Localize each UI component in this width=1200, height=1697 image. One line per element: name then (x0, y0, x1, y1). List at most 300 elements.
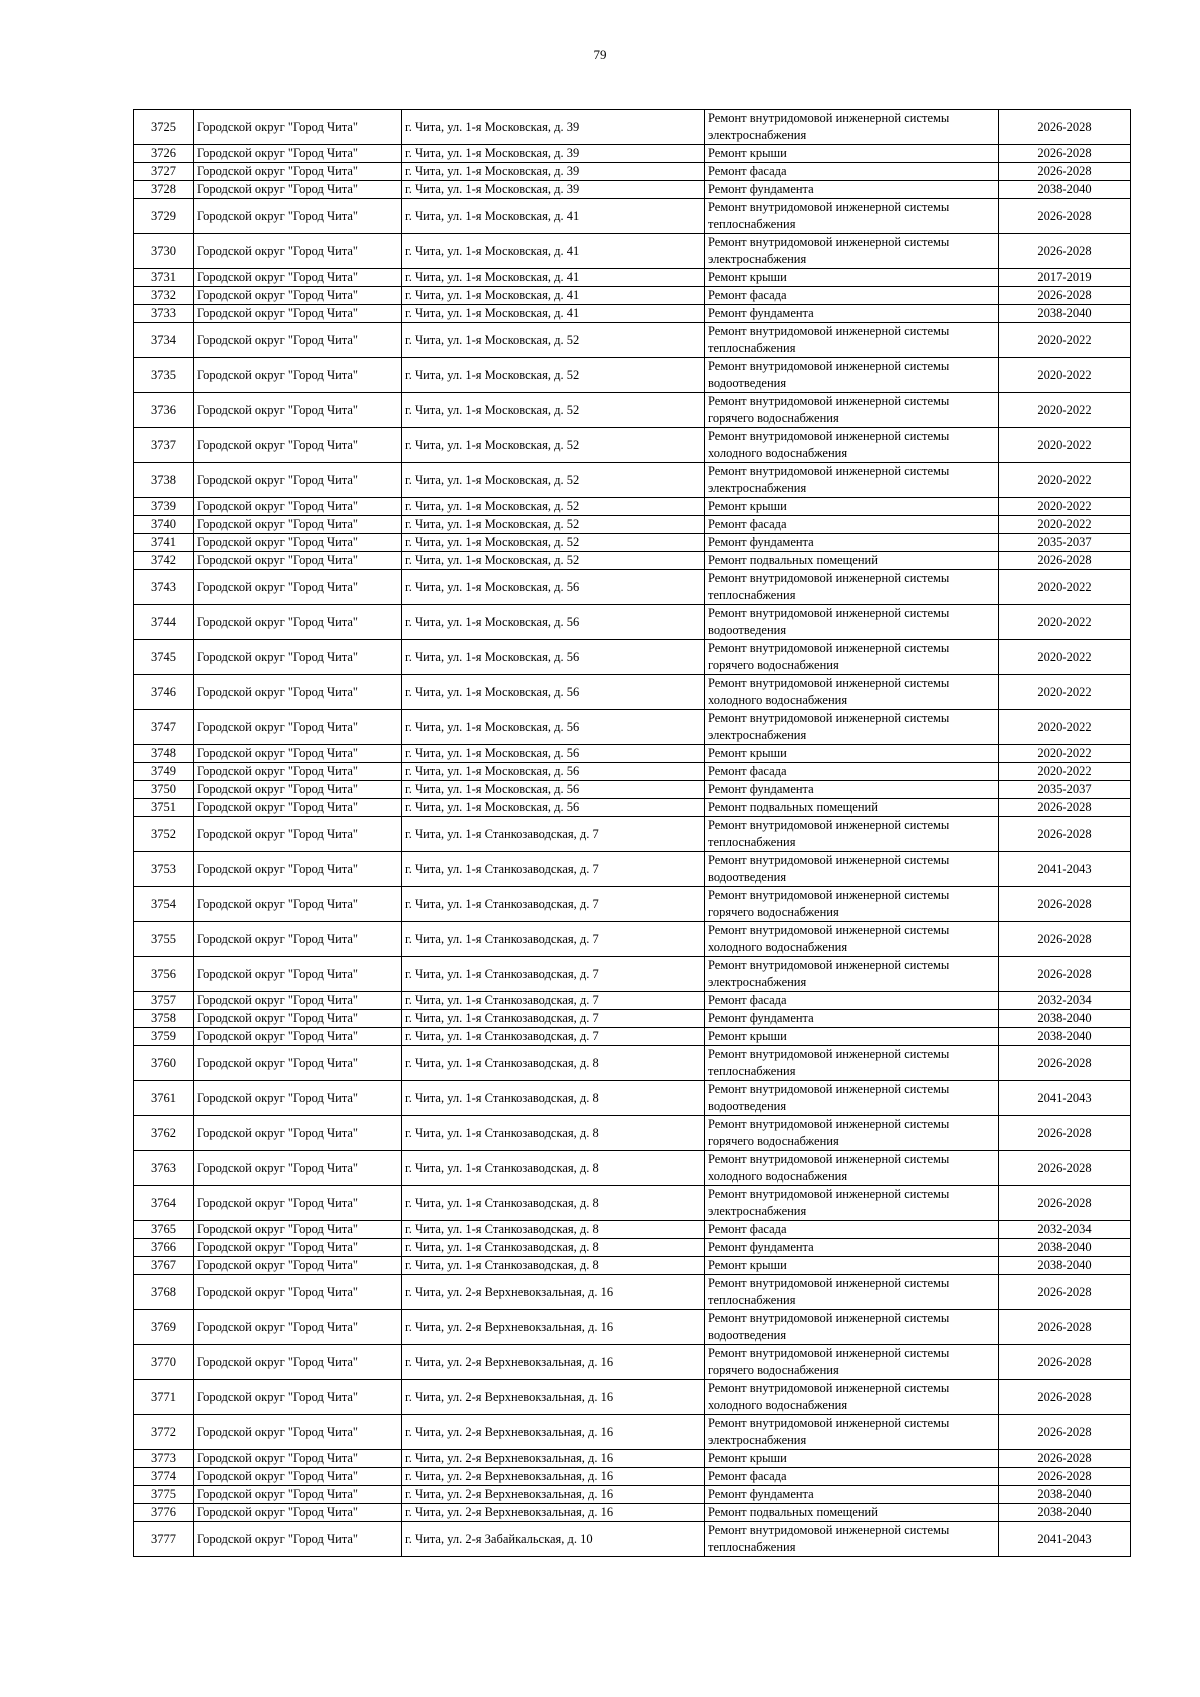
work-type-cell: Ремонт внутридомовой инженерной системы горячего водоснабжения (705, 887, 999, 922)
repair-schedule-body (134, 110, 1131, 1557)
period-cell: 2020-2022 (999, 516, 1131, 534)
work-type-cell: Ремонт внутридомовой инженерной системы теплоснабжения (705, 323, 999, 358)
period-cell: 2038-2040 (999, 1239, 1131, 1257)
municipality-cell: Городской округ "Город Чита" (194, 640, 402, 675)
period-cell: 2026-2028 (999, 1415, 1131, 1450)
municipality-cell: Городской округ "Город Чита" (194, 287, 402, 305)
address-cell: г. Чита, ул. 1-я Станкозаводская, д. 8 (402, 1186, 705, 1221)
municipality-cell: Городской округ "Город Чита" (194, 163, 402, 181)
period-cell: 2020-2022 (999, 393, 1131, 428)
municipality-cell: Городской округ "Город Чита" (194, 534, 402, 552)
address-cell: г. Чита, ул. 1-я Московская, д. 56 (402, 570, 705, 605)
row-number: 3741 (134, 534, 194, 552)
row-number: 3728 (134, 181, 194, 199)
row-number: 3746 (134, 675, 194, 710)
municipality-cell: Городской округ "Город Чита" (194, 110, 402, 145)
address-cell: г. Чита, ул. 2-я Верхневокзальная, д. 16 (402, 1345, 705, 1380)
period-cell: 2038-2040 (999, 1486, 1131, 1504)
work-type-cell: Ремонт внутридомовой инженерной системы холодного водоснабжения (705, 428, 999, 463)
period-cell: 2026-2028 (999, 887, 1131, 922)
table-row (134, 463, 1131, 498)
row-number: 3737 (134, 428, 194, 463)
municipality-cell: Городской округ "Город Чита" (194, 498, 402, 516)
municipality-cell: Городской округ "Город Чита" (194, 1081, 402, 1116)
work-type-cell: Ремонт фасада (705, 1468, 999, 1486)
period-cell: 2020-2022 (999, 323, 1131, 358)
table-row (134, 1046, 1131, 1081)
row-number: 3729 (134, 199, 194, 234)
municipality-cell: Городской округ "Город Чита" (194, 1186, 402, 1221)
work-type-cell: Ремонт внутридомовой инженерной системы водоотведения (705, 1310, 999, 1345)
table-row (134, 1522, 1131, 1557)
period-cell: 2026-2028 (999, 799, 1131, 817)
period-cell: 2038-2040 (999, 1010, 1131, 1028)
address-cell: г. Чита, ул. 1-я Московская, д. 56 (402, 675, 705, 710)
address-cell: г. Чита, ул. 1-я Станкозаводская, д. 8 (402, 1081, 705, 1116)
municipality-cell: Городской округ "Город Чита" (194, 922, 402, 957)
table-row (134, 710, 1131, 745)
table-row (134, 1081, 1131, 1116)
row-number: 3755 (134, 922, 194, 957)
period-cell: 2020-2022 (999, 570, 1131, 605)
address-cell: г. Чита, ул. 1-я Московская, д. 56 (402, 781, 705, 799)
table-row (134, 1310, 1131, 1345)
row-number: 3772 (134, 1415, 194, 1450)
municipality-cell: Городской округ "Город Чита" (194, 269, 402, 287)
work-type-cell: Ремонт внутридомовой инженерной системы холодного водоснабжения (705, 922, 999, 957)
period-cell: 2020-2022 (999, 763, 1131, 781)
municipality-cell: Городской округ "Город Чита" (194, 181, 402, 199)
address-cell: г. Чита, ул. 1-я Московская, д. 56 (402, 745, 705, 763)
municipality-cell: Городской округ "Город Чита" (194, 1380, 402, 1415)
municipality-cell: Городской округ "Город Чита" (194, 1504, 402, 1522)
work-type-cell: Ремонт фундамента (705, 1010, 999, 1028)
work-type-cell: Ремонт внутридомовой инженерной системы горячего водоснабжения (705, 393, 999, 428)
period-cell: 2035-2037 (999, 781, 1131, 799)
work-type-cell: Ремонт внутридомовой инженерной системы электроснабжения (705, 110, 999, 145)
period-cell: 2026-2028 (999, 1151, 1131, 1186)
table-row (134, 110, 1131, 145)
address-cell: г. Чита, ул. 2-я Верхневокзальная, д. 16 (402, 1468, 705, 1486)
row-number: 3759 (134, 1028, 194, 1046)
address-cell: г. Чита, ул. 1-я Московская, д. 56 (402, 763, 705, 781)
period-cell: 2026-2028 (999, 1116, 1131, 1151)
work-type-cell: Ремонт внутридомовой инженерной системы горячего водоснабжения (705, 1345, 999, 1380)
table-row (134, 1239, 1131, 1257)
municipality-cell: Городской округ "Город Чита" (194, 1028, 402, 1046)
work-type-cell: Ремонт фасада (705, 287, 999, 305)
row-number: 3773 (134, 1450, 194, 1468)
address-cell: г. Чита, ул. 1-я Станкозаводская, д. 8 (402, 1151, 705, 1186)
table-row (134, 781, 1131, 799)
period-cell: 2038-2040 (999, 181, 1131, 199)
table-row (134, 1186, 1131, 1221)
table-row (134, 1028, 1131, 1046)
municipality-cell: Городской округ "Город Чита" (194, 763, 402, 781)
period-cell: 2020-2022 (999, 428, 1131, 463)
table-row (134, 498, 1131, 516)
municipality-cell: Городской округ "Город Чита" (194, 1468, 402, 1486)
address-cell: г. Чита, ул. 1-я Московская, д. 56 (402, 710, 705, 745)
address-cell: г. Чита, ул. 1-я Станкозаводская, д. 7 (402, 817, 705, 852)
municipality-cell: Городской округ "Город Чита" (194, 199, 402, 234)
period-cell: 2026-2028 (999, 1186, 1131, 1221)
work-type-cell: Ремонт крыши (705, 1450, 999, 1468)
row-number: 3745 (134, 640, 194, 675)
address-cell: г. Чита, ул. 1-я Станкозаводская, д. 7 (402, 992, 705, 1010)
address-cell: г. Чита, ул. 1-я Московская, д. 41 (402, 269, 705, 287)
row-number: 3767 (134, 1257, 194, 1275)
period-cell: 2041-2043 (999, 1081, 1131, 1116)
work-type-cell: Ремонт фасада (705, 1221, 999, 1239)
municipality-cell: Городской округ "Город Чита" (194, 1046, 402, 1081)
work-type-cell: Ремонт крыши (705, 1257, 999, 1275)
table-row (134, 305, 1131, 323)
address-cell: г. Чита, ул. 2-я Верхневокзальная, д. 16 (402, 1450, 705, 1468)
address-cell: г. Чита, ул. 1-я Московская, д. 52 (402, 428, 705, 463)
period-cell: 2041-2043 (999, 1522, 1131, 1557)
municipality-cell: Городской округ "Город Чита" (194, 1239, 402, 1257)
table-row (134, 887, 1131, 922)
address-cell: г. Чита, ул. 2-я Верхневокзальная, д. 16 (402, 1504, 705, 1522)
period-cell: 2026-2028 (999, 1046, 1131, 1081)
table-row (134, 745, 1131, 763)
period-cell: 2020-2022 (999, 605, 1131, 640)
period-cell: 2038-2040 (999, 1028, 1131, 1046)
municipality-cell: Городской округ "Город Чита" (194, 1310, 402, 1345)
municipality-cell: Городской округ "Город Чита" (194, 605, 402, 640)
address-cell: г. Чита, ул. 1-я Московская, д. 41 (402, 234, 705, 269)
table-row (134, 817, 1131, 852)
work-type-cell: Ремонт подвальных помещений (705, 552, 999, 570)
period-cell: 2035-2037 (999, 534, 1131, 552)
row-number: 3750 (134, 781, 194, 799)
municipality-cell: Городской округ "Город Чита" (194, 1345, 402, 1380)
work-type-cell: Ремонт фасада (705, 516, 999, 534)
address-cell: г. Чита, ул. 1-я Московская, д. 56 (402, 605, 705, 640)
municipality-cell: Городской округ "Город Чита" (194, 305, 402, 323)
row-number: 3758 (134, 1010, 194, 1028)
municipality-cell: Городской округ "Город Чита" (194, 358, 402, 393)
address-cell: г. Чита, ул. 1-я Московская, д. 52 (402, 534, 705, 552)
row-number: 3734 (134, 323, 194, 358)
row-number: 3757 (134, 992, 194, 1010)
table-row (134, 534, 1131, 552)
work-type-cell: Ремонт внутридомовой инженерной системы теплоснабжения (705, 1275, 999, 1310)
work-type-cell: Ремонт внутридомовой инженерной системы электроснабжения (705, 1186, 999, 1221)
period-cell: 2026-2028 (999, 922, 1131, 957)
table-row (134, 1468, 1131, 1486)
work-type-cell: Ремонт внутридомовой инженерной системы электроснабжения (705, 710, 999, 745)
table-row (134, 1116, 1131, 1151)
address-cell: г. Чита, ул. 1-я Московская, д. 39 (402, 181, 705, 199)
address-cell: г. Чита, ул. 2-я Забайкальская, д. 10 (402, 1522, 705, 1557)
table-row (134, 1257, 1131, 1275)
table-row (134, 234, 1131, 269)
table-row (134, 957, 1131, 992)
municipality-cell: Городской округ "Город Чита" (194, 675, 402, 710)
row-number: 3777 (134, 1522, 194, 1557)
table-row (134, 323, 1131, 358)
row-number: 3739 (134, 498, 194, 516)
work-type-cell: Ремонт подвальных помещений (705, 799, 999, 817)
municipality-cell: Городской округ "Город Чита" (194, 516, 402, 534)
work-type-cell: Ремонт крыши (705, 745, 999, 763)
repair-schedule-table (133, 109, 1131, 1557)
row-number: 3740 (134, 516, 194, 534)
period-cell: 2026-2028 (999, 1310, 1131, 1345)
period-cell: 2026-2028 (999, 199, 1131, 234)
row-number: 3756 (134, 957, 194, 992)
table-row (134, 199, 1131, 234)
row-number: 3747 (134, 710, 194, 745)
row-number: 3764 (134, 1186, 194, 1221)
work-type-cell: Ремонт крыши (705, 498, 999, 516)
work-type-cell: Ремонт внутридомовой инженерной системы электроснабжения (705, 1415, 999, 1450)
table-row (134, 181, 1131, 199)
row-number: 3749 (134, 763, 194, 781)
address-cell: г. Чита, ул. 1-я Московская, д. 39 (402, 110, 705, 145)
municipality-cell: Городской округ "Город Чита" (194, 552, 402, 570)
row-number: 3770 (134, 1345, 194, 1380)
address-cell: г. Чита, ул. 1-я Станкозаводская, д. 7 (402, 852, 705, 887)
work-type-cell: Ремонт внутридомовой инженерной системы электроснабжения (705, 234, 999, 269)
table-row (134, 852, 1131, 887)
period-cell: 2038-2040 (999, 1504, 1131, 1522)
table-row (134, 675, 1131, 710)
period-cell: 2026-2028 (999, 1468, 1131, 1486)
row-number: 3776 (134, 1504, 194, 1522)
municipality-cell: Городской округ "Город Чита" (194, 428, 402, 463)
table-row (134, 1486, 1131, 1504)
table-row (134, 358, 1131, 393)
work-type-cell: Ремонт внутридомовой инженерной системы водоотведения (705, 358, 999, 393)
row-number: 3761 (134, 1081, 194, 1116)
period-cell: 2020-2022 (999, 358, 1131, 393)
work-type-cell: Ремонт фундамента (705, 534, 999, 552)
period-cell: 2032-2034 (999, 1221, 1131, 1239)
period-cell: 2020-2022 (999, 640, 1131, 675)
address-cell: г. Чита, ул. 1-я Московская, д. 41 (402, 305, 705, 323)
work-type-cell: Ремонт внутридомовой инженерной системы горячего водоснабжения (705, 1116, 999, 1151)
period-cell: 2020-2022 (999, 463, 1131, 498)
address-cell: г. Чита, ул. 1-я Московская, д. 52 (402, 552, 705, 570)
work-type-cell: Ремонт фундамента (705, 181, 999, 199)
municipality-cell: Городской округ "Город Чита" (194, 781, 402, 799)
address-cell: г. Чита, ул. 1-я Московская, д. 52 (402, 498, 705, 516)
address-cell: г. Чита, ул. 2-я Верхневокзальная, д. 16 (402, 1310, 705, 1345)
municipality-cell: Городской округ "Город Чита" (194, 393, 402, 428)
address-cell: г. Чита, ул. 1-я Московская, д. 56 (402, 799, 705, 817)
municipality-cell: Городской округ "Город Чита" (194, 710, 402, 745)
address-cell: г. Чита, ул. 1-я Станкозаводская, д. 7 (402, 922, 705, 957)
work-type-cell: Ремонт внутридомовой инженерной системы горячего водоснабжения (705, 640, 999, 675)
table-row (134, 1151, 1131, 1186)
table-row (134, 516, 1131, 534)
row-number: 3754 (134, 887, 194, 922)
row-number: 3762 (134, 1116, 194, 1151)
work-type-cell: Ремонт фундамента (705, 305, 999, 323)
row-number: 3768 (134, 1275, 194, 1310)
row-number: 3752 (134, 817, 194, 852)
municipality-cell: Городской округ "Город Чита" (194, 145, 402, 163)
work-type-cell: Ремонт фасада (705, 763, 999, 781)
row-number: 3733 (134, 305, 194, 323)
work-type-cell: Ремонт крыши (705, 1028, 999, 1046)
address-cell: г. Чита, ул. 1-я Московская, д. 41 (402, 199, 705, 234)
address-cell: г. Чита, ул. 1-я Московская, д. 39 (402, 145, 705, 163)
work-type-cell: Ремонт внутридомовой инженерной системы теплоснабжения (705, 570, 999, 605)
municipality-cell: Городской округ "Город Чита" (194, 1450, 402, 1468)
work-type-cell: Ремонт фундамента (705, 1486, 999, 1504)
municipality-cell: Городской округ "Город Чита" (194, 323, 402, 358)
row-number: 3742 (134, 552, 194, 570)
address-cell: г. Чита, ул. 1-я Станкозаводская, д. 8 (402, 1046, 705, 1081)
address-cell: г. Чита, ул. 1-я Московская, д. 56 (402, 640, 705, 675)
row-number: 3753 (134, 852, 194, 887)
municipality-cell: Городской округ "Город Чита" (194, 463, 402, 498)
address-cell: г. Чита, ул. 1-я Московская, д. 52 (402, 463, 705, 498)
address-cell: г. Чита, ул. 1-я Станкозаводская, д. 8 (402, 1239, 705, 1257)
table-row (134, 1380, 1131, 1415)
period-cell: 2026-2028 (999, 287, 1131, 305)
row-number: 3727 (134, 163, 194, 181)
work-type-cell: Ремонт внутридомовой инженерной системы холодного водоснабжения (705, 1151, 999, 1186)
address-cell: г. Чита, ул. 1-я Московская, д. 52 (402, 323, 705, 358)
work-type-cell: Ремонт крыши (705, 145, 999, 163)
table-row (134, 922, 1131, 957)
address-cell: г. Чита, ул. 2-я Верхневокзальная, д. 16 (402, 1380, 705, 1415)
period-cell: 2020-2022 (999, 745, 1131, 763)
work-type-cell: Ремонт фасада (705, 992, 999, 1010)
row-number: 3732 (134, 287, 194, 305)
period-cell: 2026-2028 (999, 957, 1131, 992)
work-type-cell: Ремонт внутридомовой инженерной системы холодного водоснабжения (705, 1380, 999, 1415)
work-type-cell: Ремонт внутридомовой инженерной системы теплоснабжения (705, 817, 999, 852)
row-number: 3730 (134, 234, 194, 269)
municipality-cell: Городской округ "Город Чита" (194, 745, 402, 763)
work-type-cell: Ремонт внутридомовой инженерной системы теплоснабжения (705, 1522, 999, 1557)
table-row (134, 992, 1131, 1010)
address-cell: г. Чита, ул. 1-я Московская, д. 52 (402, 393, 705, 428)
period-cell: 2026-2028 (999, 1380, 1131, 1415)
address-cell: г. Чита, ул. 1-я Станкозаводская, д. 8 (402, 1257, 705, 1275)
work-type-cell: Ремонт внутридомовой инженерной системы водоотведения (705, 1081, 999, 1116)
table-row (134, 145, 1131, 163)
row-number: 3736 (134, 393, 194, 428)
municipality-cell: Городской округ "Город Чита" (194, 570, 402, 605)
row-number: 3771 (134, 1380, 194, 1415)
period-cell: 2041-2043 (999, 852, 1131, 887)
table-row (134, 269, 1131, 287)
municipality-cell: Городской округ "Город Чита" (194, 852, 402, 887)
row-number: 3775 (134, 1486, 194, 1504)
work-type-cell: Ремонт внутридомовой инженерной системы электроснабжения (705, 463, 999, 498)
municipality-cell: Городской округ "Город Чита" (194, 957, 402, 992)
period-cell: 2026-2028 (999, 1345, 1131, 1380)
municipality-cell: Городской округ "Город Чита" (194, 1151, 402, 1186)
period-cell: 2026-2028 (999, 163, 1131, 181)
period-cell: 2026-2028 (999, 234, 1131, 269)
municipality-cell: Городской округ "Город Чита" (194, 1275, 402, 1310)
table-row (134, 1275, 1131, 1310)
municipality-cell: Городской округ "Город Чита" (194, 1257, 402, 1275)
table-row (134, 1504, 1131, 1522)
address-cell: г. Чита, ул. 1-я Московская, д. 41 (402, 287, 705, 305)
row-number: 3765 (134, 1221, 194, 1239)
table-row (134, 763, 1131, 781)
address-cell: г. Чита, ул. 1-я Станкозаводская, д. 7 (402, 887, 705, 922)
address-cell: г. Чита, ул. 1-я Московская, д. 39 (402, 163, 705, 181)
municipality-cell: Городской округ "Город Чита" (194, 234, 402, 269)
work-type-cell: Ремонт внутридомовой инженерной системы водоотведения (705, 605, 999, 640)
table-row (134, 1415, 1131, 1450)
period-cell: 2026-2028 (999, 817, 1131, 852)
row-number: 3726 (134, 145, 194, 163)
table-row (134, 1221, 1131, 1239)
work-type-cell: Ремонт фундамента (705, 1239, 999, 1257)
municipality-cell: Городской округ "Город Чита" (194, 1522, 402, 1557)
table-row (134, 287, 1131, 305)
work-type-cell: Ремонт внутридомовой инженерной системы теплоснабжения (705, 199, 999, 234)
work-type-cell: Ремонт фундамента (705, 781, 999, 799)
period-cell: 2020-2022 (999, 675, 1131, 710)
municipality-cell: Городской округ "Город Чита" (194, 1415, 402, 1450)
work-type-cell: Ремонт внутридомовой инженерной системы холодного водоснабжения (705, 675, 999, 710)
address-cell: г. Чита, ул. 1-я Станкозаводская, д. 8 (402, 1221, 705, 1239)
address-cell: г. Чита, ул. 1-я Московская, д. 52 (402, 516, 705, 534)
table-row (134, 605, 1131, 640)
table-row (134, 570, 1131, 605)
row-number: 3769 (134, 1310, 194, 1345)
work-type-cell: Ремонт внутридомовой инженерной системы теплоснабжения (705, 1046, 999, 1081)
table-row (134, 640, 1131, 675)
municipality-cell: Городской округ "Город Чита" (194, 1010, 402, 1028)
period-cell: 2017-2019 (999, 269, 1131, 287)
period-cell: 2026-2028 (999, 1450, 1131, 1468)
table-row (134, 428, 1131, 463)
row-number: 3738 (134, 463, 194, 498)
period-cell: 2038-2040 (999, 305, 1131, 323)
work-type-cell: Ремонт крыши (705, 269, 999, 287)
work-type-cell: Ремонт подвальных помещений (705, 1504, 999, 1522)
row-number: 3763 (134, 1151, 194, 1186)
municipality-cell: Городской округ "Город Чита" (194, 992, 402, 1010)
municipality-cell: Городской округ "Город Чита" (194, 1221, 402, 1239)
row-number: 3748 (134, 745, 194, 763)
table-row (134, 163, 1131, 181)
address-cell: г. Чита, ул. 2-я Верхневокзальная, д. 16 (402, 1486, 705, 1504)
row-number: 3766 (134, 1239, 194, 1257)
period-cell: 2020-2022 (999, 710, 1131, 745)
row-number: 3751 (134, 799, 194, 817)
address-cell: г. Чита, ул. 1-я Станкозаводская, д. 8 (402, 1116, 705, 1151)
address-cell: г. Чита, ул. 1-я Станкозаводская, д. 7 (402, 1010, 705, 1028)
municipality-cell: Городской округ "Город Чита" (194, 817, 402, 852)
period-cell: 2026-2028 (999, 110, 1131, 145)
address-cell: г. Чита, ул. 2-я Верхневокзальная, д. 16 (402, 1415, 705, 1450)
row-number: 3744 (134, 605, 194, 640)
period-cell: 2026-2028 (999, 145, 1131, 163)
page-number: 79 (593, 47, 607, 62)
table-row (134, 1345, 1131, 1380)
row-number: 3735 (134, 358, 194, 393)
work-type-cell: Ремонт фасада (705, 163, 999, 181)
municipality-cell: Городской округ "Город Чита" (194, 799, 402, 817)
municipality-cell: Городской округ "Город Чита" (194, 887, 402, 922)
table-row (134, 393, 1131, 428)
municipality-cell: Городской округ "Город Чита" (194, 1116, 402, 1151)
